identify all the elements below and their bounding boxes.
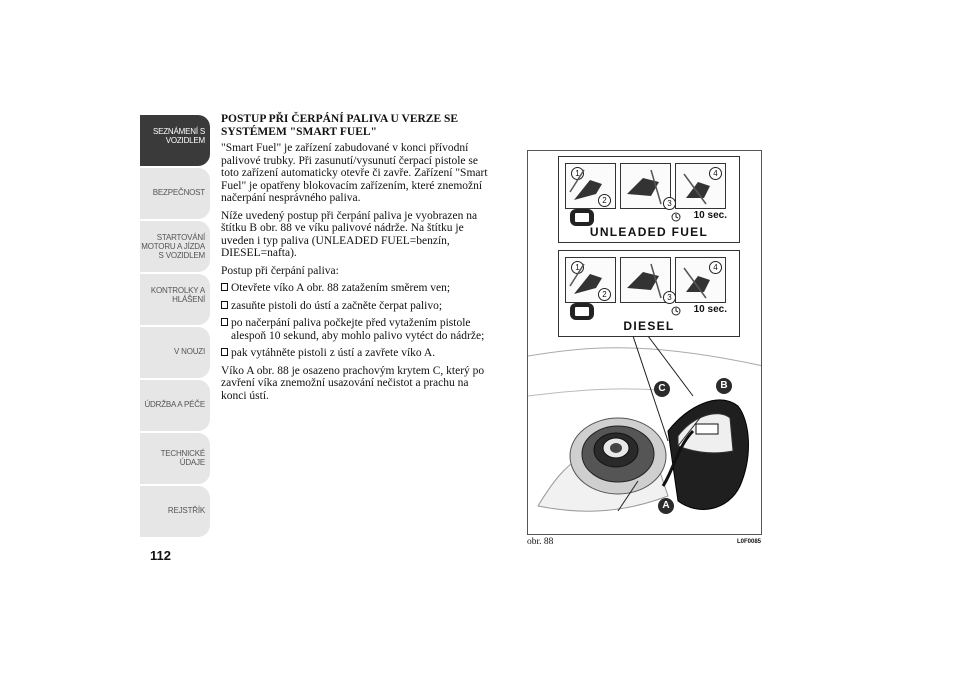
nozzle-insert-icon: [566, 258, 615, 302]
manual-book-icon: [570, 209, 594, 226]
procedure-list: [221, 282, 493, 360]
step-image: [565, 163, 616, 209]
timer-icon: [671, 306, 681, 316]
figure-caption: obr. 88: [527, 537, 554, 547]
checkbox-bullet-icon: [221, 318, 228, 326]
paragraph-dust-cover: Víko A obr. 88 je osazeno prachovým krytem C, který po zavření víka znemožní usazování nečistot a prachu na konci ústí.: [221, 364, 485, 402]
section-tabs: [140, 115, 210, 539]
callout-a: A: [658, 498, 674, 514]
step-number: 1: [571, 167, 584, 180]
step-number: 2: [598, 288, 611, 301]
paragraph-procedure-intro: Postup při čerpání paliva:: [221, 264, 339, 277]
list-item-text: po načerpání paliva počkejte před vytažením pistole alespoň 10 sekund, aby mohlo palivo vytéct do nádrže;: [231, 317, 485, 342]
step-number: 4: [709, 261, 722, 274]
list-item-text: zasuňte pistoli do ústí a začněte čerpat palivo;: [231, 299, 443, 312]
tab-label: BEZPEČNOST: [152, 188, 205, 197]
page-number: 112: [150, 548, 171, 563]
figure-code: L0F0085: [737, 539, 762, 545]
list-item-text: pak vytáhněte pistoli z ústí a zavřete víko A.: [231, 347, 436, 359]
tab-kontrolky[interactable]: [140, 274, 210, 325]
tab-label: SEZNÁMENÍ S VOZIDLEM: [152, 127, 205, 145]
fuel-door-illustration: [528, 336, 762, 535]
label-panel-unleaded: [558, 156, 740, 243]
checkbox-bullet-icon: [221, 348, 228, 356]
tab-label: TECHNICKÉ ÚDAJE: [160, 449, 205, 467]
text-column: [221, 113, 493, 407]
manual-book-icon: [570, 303, 594, 320]
step-number: 3: [663, 291, 676, 304]
timer-icon: [671, 212, 681, 222]
tab-seznameni[interactable]: [140, 115, 210, 166]
tab-v-nouzi[interactable]: [140, 327, 210, 378]
wait-time-label: 10 sec.: [693, 210, 727, 221]
list-item: [221, 282, 493, 295]
callout-c: C: [654, 381, 670, 397]
tab-label: V NOUZI: [173, 347, 205, 356]
tab-rejstrik[interactable]: [140, 486, 210, 537]
paragraph-label-info: Níže uvedený postup při čerpání paliva je vyobrazen na štítku B obr. 88 ve víku palivové nádrže. Na štítku je uveden i typ paliva (UNLEADED FUEL=benzín, DIESEL=nafta).: [221, 209, 478, 259]
paragraph-smart-fuel: "Smart Fuel" je zařízení zabudované v konci přívodní palivové trubky. Při zasunutí/vysunutí čerpací pistole se toto zařízení automaticky otevře či zavře. Zařízení "Smart Fuel" je opatřeny blokovacím zařízením, které znemožní načerpání nesprávného paliva.: [221, 142, 488, 204]
step-image: [565, 257, 616, 303]
tab-label: REJSTŘÍK: [167, 506, 205, 515]
figure-88: [527, 150, 762, 535]
fuel-type-label: UNLEADED FUEL: [589, 225, 709, 239]
callout-b: B: [716, 378, 732, 394]
tab-technicke[interactable]: [140, 433, 210, 484]
tab-label: STARTOVÁNÍ MOTORU A JÍZDA S VOZIDLEM: [141, 233, 205, 260]
tab-bezpecnost[interactable]: [140, 168, 210, 219]
step-number: 4: [709, 167, 722, 180]
label-panel-diesel: [558, 250, 740, 337]
tab-udrzba[interactable]: [140, 380, 210, 431]
list-item: [221, 300, 493, 313]
list-item: [221, 317, 493, 342]
step-image: [675, 257, 726, 303]
step-number: 3: [663, 197, 676, 210]
fuel-type-label: DIESEL: [623, 319, 675, 333]
checkbox-bullet-icon: [221, 301, 228, 309]
nozzle-remove-icon: [676, 164, 725, 208]
tab-label: ÚDRŽBA A PÉČE: [144, 400, 205, 409]
nozzle-remove-icon: [676, 258, 725, 302]
step-image: [675, 163, 726, 209]
checkbox-bullet-icon: [221, 283, 228, 291]
step-number: 2: [598, 194, 611, 207]
step-number: 1: [571, 261, 584, 274]
section-heading: POSTUP PŘI ČERPÁNÍ PALIVA U VERZE SE SYSTÉMEM "SMART FUEL": [221, 113, 459, 138]
nozzle-insert-icon: [566, 164, 615, 208]
list-item: [221, 347, 493, 360]
tab-startovani[interactable]: [140, 221, 210, 272]
tab-label: KONTROLKY A HLÁŠENÍ: [150, 286, 205, 304]
wait-time-label: 10 sec.: [693, 304, 727, 315]
list-item-text: Otevřete víko A obr. 88 zatažením směrem ven;: [231, 282, 451, 294]
